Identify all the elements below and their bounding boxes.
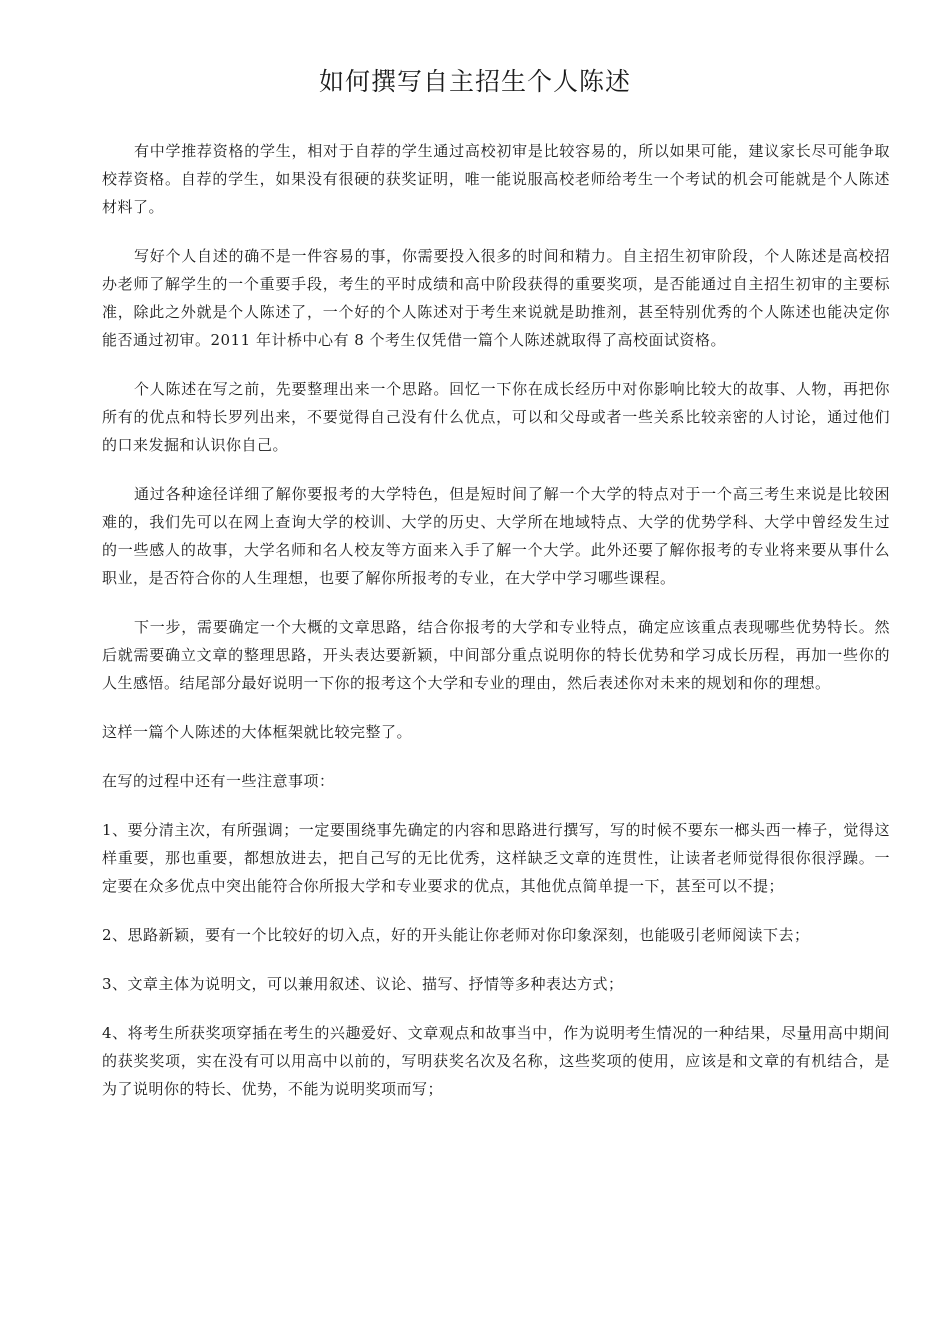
paragraph-5: 下一步，需要确定一个大概的文章思路，结合你报考的大学和专业特点，确定应该重点表现哪些优势特长。然后就需要确立文章的整理思路，开头表达要新颖，中间部分重点说明你的特长优势和学习成长历程，再加一些你的人生感悟。结尾部分最好说明一下你的报考这个大学和专业的理由，然后表述你对未来的规划和你的理想。: [102, 618, 890, 692]
note-item-4: 4、将考生所获奖项穿插在考生的兴趣爱好、文章观点和故事当中，作为说明考生情况的一种结果，尽量用高中期间的获奖奖项，实在没有可以用高中以前的，写明获奖名次及名称，这些奖项的使用，应该是和文章的有机结合，是为了说明你的特长、优势，不能为说明奖项而写；: [102, 1024, 890, 1098]
note-item-1: 1、要分清主次，有所强调；一定要围绕事先确定的内容和思路进行撰写，写的时候不要东一榔头西一棒子，觉得这样重要，那也重要，都想放进去，把自己写的无比优秀，这样缺乏文章的连贯性，让读者老师觉得很你很浮躁。一定要在众多优点中突出能符合你所报大学和专业要求的优点，其他优点简单提一下，甚至可以不提；: [102, 821, 890, 895]
paragraph-3: 个人陈述在写之前，先要整理出来一个思路。回忆一下你在成长经历中对你影响比较大的故事、人物，再把你所有的优点和特长罗列出来，不要觉得自己没有什么优点，可以和父母或者一些关系比较亲密的人讨论，通过他们的口来发掘和认识你自己。: [102, 380, 890, 454]
paragraph-4: 通过各种途径详细了解你要报考的大学特色，但是短时间了解一个大学的特点对于一个高三考生来说是比较困难的，我们先可以在网上查询大学的校训、大学的历史、大学所在地域特点、大学的优势学科、大学中曾经发生过的一些感人的故事，大学名师和名人校友等方面来入手了解一个大学。此外还要了解你报考的专业将来要从事什么职业，是否符合你的人生理想，也要了解你所报考的专业，在大学中学习哪些课程。: [102, 485, 890, 587]
notes-heading: 在写的过程中还有一些注意事项：: [102, 772, 335, 790]
document-body: [102, 137, 890, 1124]
note-item-3: 3、文章主体为说明文，可以兼用叙述、议论、描写、抒情等多种表达方式；: [102, 975, 624, 993]
paragraph-1: 有中学推荐资格的学生，相对于自荐的学生通过高校初审是比较容易的，所以如果可能，建议家长尽可能争取校荐资格。自荐的学生，如果没有很硬的获奖证明，唯一能说服高校老师给考生一个考试的机会可能就是个人陈述材料了。: [102, 142, 890, 216]
summary-line: 这样一篇个人陈述的大体框架就比较完整了。: [102, 723, 413, 741]
document-title: 如何撰写自主招生个人陈述: [318, 67, 631, 96]
paragraph-2: 写好个人自述的确不是一件容易的事，你需要投入很多的时间和精力。自主招生初审阶段，个人陈述是高校招办老师了解学生的一个重要手段，考生的平时成绩和高中阶段获得的重要奖项，是否能通过自主招生初审的主要标准，除此之外就是个人陈述了，一个好的个人陈述对于考生来说就是助推剂，甚至特别优秀的个人陈述也能决定你能否通过初审。2011 年计桥中心有 8 个考生仅凭借一篇个人陈述就取得了高校面试资格。: [102, 247, 890, 349]
note-item-2: 2、思路新颖，要有一个比较好的切入点，好的开头能让你老师对你印象深刻，也能吸引老师阅读下去；: [102, 926, 810, 944]
